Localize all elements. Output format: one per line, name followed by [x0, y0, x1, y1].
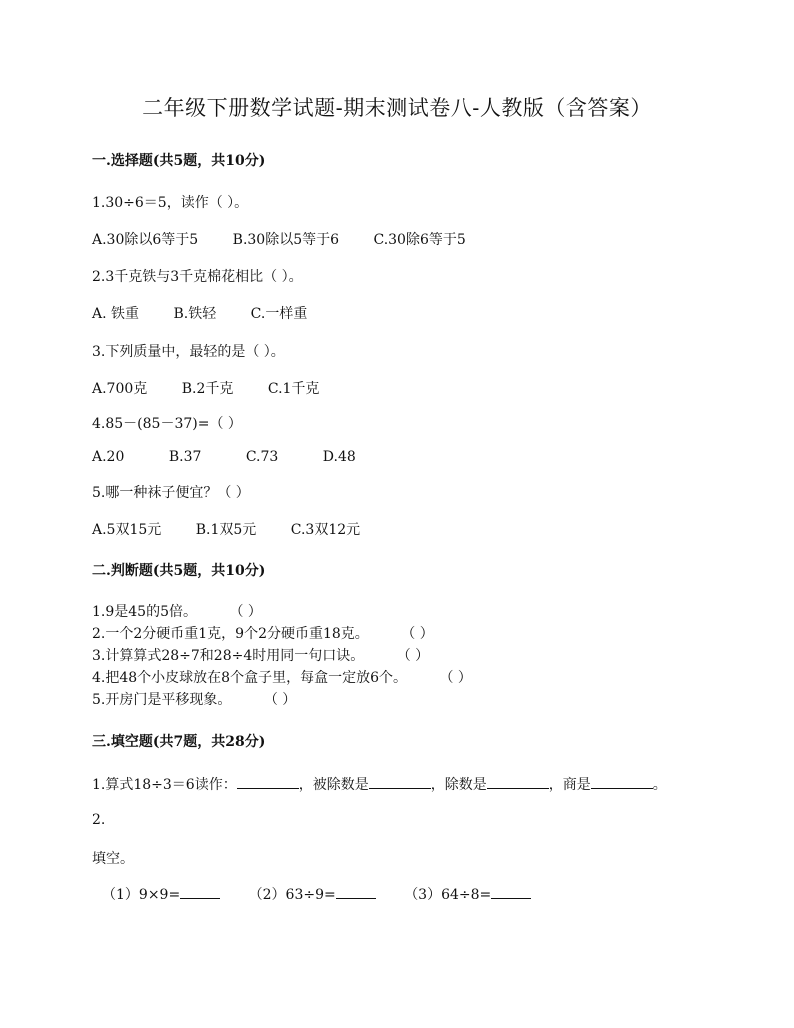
options-row [92, 229, 496, 249]
option: A.700克 [92, 381, 148, 397]
option: C.一样重 [250, 306, 308, 322]
option: B.2千克 [181, 381, 234, 397]
fill-part: （3）64÷8= [404, 887, 492, 903]
answer-blank[interactable] [491, 884, 531, 899]
judgement-text: 4.把48个小皮球放在8个盒子里，每盒一定放6个。 [92, 670, 407, 686]
fill-parts-row [102, 884, 531, 904]
answer-paren: （ ） [401, 626, 434, 642]
judgement-text: 5.开房门是平移现象。 [92, 692, 232, 708]
answer-blank[interactable] [336, 884, 376, 899]
page-title: 二年级下册数学试题-期末测试卷八-人教版（含答案） [142, 96, 652, 120]
judgement-text: 3.计算算式28÷7和28÷4时用同一句口诀。 [92, 648, 365, 664]
judgement-item [92, 645, 429, 665]
judgement-item [92, 601, 262, 621]
answer-blank[interactable] [237, 774, 299, 789]
option: A. 铁重 [92, 306, 140, 322]
fill-text: 1.算式18÷3＝6读作： [92, 777, 237, 793]
answer-blank[interactable] [487, 774, 549, 789]
section-heading-judgement: 二.判断题(共5题，共10分) [92, 563, 266, 579]
fill-text: 。 [652, 777, 667, 793]
question-stem: 1.30÷6＝5，读作（ ）。 [92, 195, 249, 211]
answer-paren: （ ） [229, 604, 262, 620]
option: A.5双15元 [92, 522, 162, 538]
question-stem: 4.85－(85－37)=（ ） [92, 416, 242, 432]
answer-blank[interactable] [591, 774, 653, 789]
option: C.3双12元 [290, 522, 361, 538]
options-row [92, 519, 390, 539]
judgement-item [92, 667, 472, 687]
fill-text: ，被除数是 [298, 777, 369, 793]
option: C.73 [245, 449, 279, 465]
section-heading-choice: 一.选择题(共5题，共10分) [92, 153, 266, 169]
fill-text: ，商是 [548, 777, 591, 793]
judgement-text: 1.9是45的5倍。 [92, 604, 197, 620]
question-stem: 5.哪一种袜子便宜？（ ） [92, 485, 250, 501]
option: C.30除6等于5 [373, 232, 466, 248]
options-row [92, 378, 349, 398]
option: A.20 [92, 449, 125, 465]
fill-part: （1）9×9= [102, 887, 181, 903]
options-row [92, 449, 386, 465]
answer-paren: （ ） [263, 692, 297, 708]
answer-paren: （ ） [439, 670, 472, 686]
option: B.37 [168, 449, 202, 465]
judgement-item [92, 623, 434, 643]
answer-paren: （ ） [396, 648, 430, 664]
section-heading-fill: 三.填空题(共7题，共28分) [92, 734, 266, 750]
fill-instruction: 填空。 [92, 851, 134, 867]
option: B.1双5元 [195, 522, 257, 538]
fill-question-number: 2. [92, 812, 106, 828]
answer-blank[interactable] [369, 774, 431, 789]
question-stem: 3.下列质量中，最轻的是（ ）。 [92, 344, 285, 360]
fill-text: ，除数是 [430, 777, 487, 793]
answer-blank[interactable] [180, 884, 220, 899]
option: C.1千克 [267, 381, 320, 397]
option: A.30除以6等于5 [92, 232, 199, 248]
option: B.30除以5等于6 [232, 232, 340, 248]
option: D.48 [322, 449, 356, 465]
options-row [92, 303, 337, 323]
judgement-item [92, 689, 296, 709]
question-stem: 2.3千克铁与3千克棉花相比（ ）。 [92, 269, 303, 285]
judgement-text: 2.一个2分硬币重1克，9个2分硬币重18克。 [92, 626, 369, 642]
fill-question-1 [92, 774, 667, 794]
fill-part: （2）63÷9= [248, 887, 336, 903]
option: B.铁轻 [173, 306, 217, 322]
